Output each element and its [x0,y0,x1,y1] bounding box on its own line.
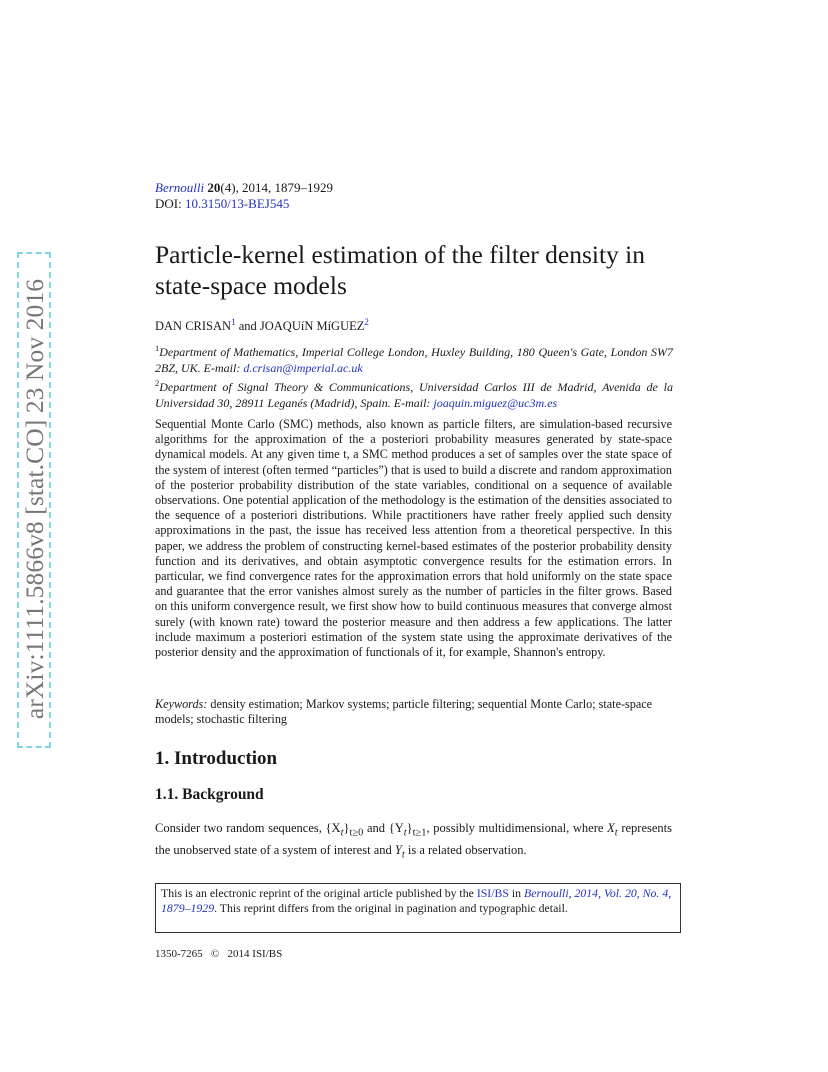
intro-paragraph [155,820,672,863]
keywords [155,697,672,727]
intro-sub: t [614,827,618,839]
author-2-affil-link[interactable]: 2 [364,317,369,327]
affiliation-2 [155,376,673,411]
author-conjunction: and [238,319,257,334]
subsection-heading-background: 1.1. Background [155,786,264,803]
copyright-line [155,948,282,960]
doi-link[interactable]: 10.3150/13-BEJ545 [184,196,290,211]
intro-sub: t≥1 [412,827,427,839]
reprint-note [155,883,681,933]
affiliation-1 [155,341,673,376]
reprint-note-text: This is an electronic reprint of the original article published by the [161,886,474,900]
keywords-label: Keywords: [155,697,208,711]
copyright-text: 2014 ISI/BS [227,948,283,960]
intro-text: and {Y [363,821,404,835]
author-2: JOAQUíN MíGUEZ [259,319,365,334]
abstract: Sequential Monte Carlo (SMC) methods, also known as particle filters, are simulation-based recursive algorithms for the approximation of the a posteriori probability measures generated by state-space dynamical models. At any given time t, a SMC method produces a set of samples over the state space of the system of interest (often termed “particles”) that is used to build a discrete and random approximation of the posterior probability distribution of the state variables, conditional on a sequence of available observations. One potential application of the methodology is the estimation of the densities associated to the sequence of a posteriori distributions. While practitioners have rather freely applied such density approximations in the past, the issue has received less attention from a theoretical perspective. In this paper, we address the problem of constructing kernel-based estimates of the posterior probability density function and its derivatives, and obtain asymptotic convergence results for the estimation errors. In particular, we find convergence rates for the approximation errors that hold uniformly on the state space and guarantee that the error vanishes almost surely as the number of particles in the filter grows. Based on this uniform convergence result, we first show how to build continuous measures that converge almost surely (with known rate) toward the posterior measure and then address a few applications. The latter include maximum a posteriori estimation of the system state using the approximate derivatives of the posterior density and the approximation of functionals of it, for example, Shannon's entropy. [155,417,672,660]
intro-text: Consider two random sequences, {X [155,821,341,835]
reprint-note-text: . This reprint differs from the original in pagination and typographic detail. [214,901,568,916]
affiliation-2-text: Department of Signal Theory & Communications, Universidad Carlos III de Madrid, Avenida de la Universidad 30, 28911 Leganés (Madrid), Spain. E-mail: [155,380,673,410]
section-heading-introduction: 1. Introduction [155,748,278,769]
intro-text: } [343,821,350,835]
journal-info [155,180,333,212]
email-2-link[interactable]: joaquin.miguez@uc3m.es [433,395,558,410]
isibs-link[interactable]: ISI/BS [476,886,509,900]
intro-sub: t≥0 [349,827,364,839]
journal-volume: 20 [207,180,221,195]
doi-label: DOI: [155,196,182,211]
email-1-link[interactable]: d.crisan@imperial.ac.uk [243,360,363,375]
affiliation-1-number: 1 [155,343,160,353]
intro-math: X [607,821,615,835]
intro-math: Y [394,842,402,857]
reprint-note-text: in [511,886,522,900]
keywords-text: density estimation; Markov systems; particle filtering; sequential Monte Carlo; state-space models; stochastic filtering [155,697,653,727]
affiliation-1-text: Department of Mathematics, Imperial College London, Huxley Building, 180 Queen's Gate, London SW7 2BZ, UK. E-mail: [155,345,673,375]
journal-name-link[interactable]: Bernoulli [155,180,205,195]
intro-sub: t [401,849,405,860]
intro-text: represents the unobserved state of a system of interest and [155,821,672,857]
intro-text: } [406,821,413,835]
author-1: DAN CRISAN [155,319,232,334]
intro-text: , possibly multidimensional, where [426,821,608,835]
author-line [155,317,369,334]
journal-issue-pages: (4), 2014, 1879–1929 [220,180,334,195]
affiliation-2-number: 2 [155,378,160,388]
intro-sub: t [403,827,407,839]
bernoulli-article-link[interactable]: Bernoulli, 2014, Vol. 20, No. 4, 1879–1929 [161,886,672,916]
paper-title: Particle-kernel estimation of the filter density in state-space models [155,240,646,300]
arxiv-stamp[interactable]: arXiv:1111.5866v8 [stat.CO] 23 Nov 2016 [20,278,49,720]
affiliations [155,341,673,411]
intro-sub: t [340,827,344,839]
intro-text: is a related observation. [404,842,527,857]
copyright-icon: © [210,948,220,960]
issn: 1350-7265 [155,948,203,960]
author-1-affil-link[interactable]: 1 [231,317,236,327]
